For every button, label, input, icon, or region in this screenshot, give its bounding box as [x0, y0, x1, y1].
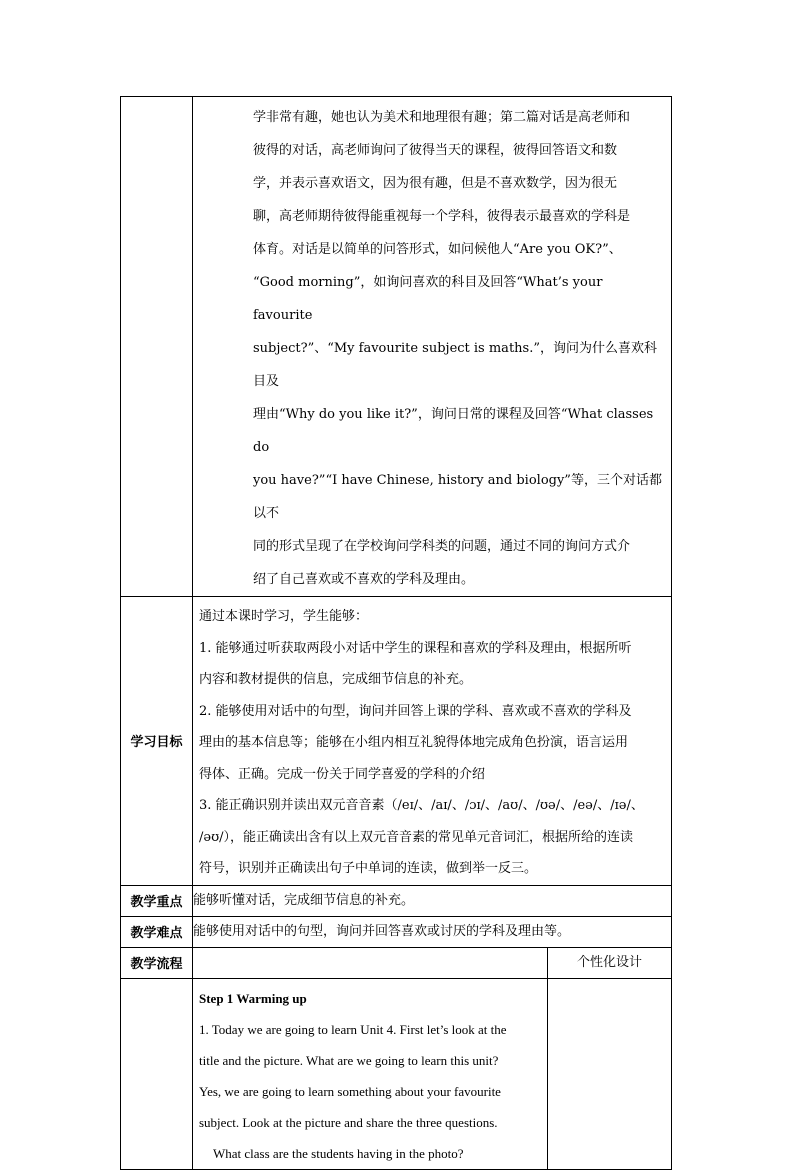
step1-line: title and the picture. What are we going to learn this unit? — [199, 1052, 499, 1068]
objectives-row — [121, 597, 672, 886]
key-point-label: 教学重点 — [121, 885, 193, 916]
difficult-point-text: 能够使用对话中的句型，询问并回答喜欢或讨厌的学科及理由等。 — [193, 916, 672, 947]
objectives-label: 学习目标 — [121, 597, 193, 886]
step1-title: Step 1 Warming up — [199, 990, 307, 1006]
intro-content-cell — [193, 97, 672, 597]
text-line: 理由“Why do you like it?”，询问日常的课程及回答“What classes do — [253, 407, 654, 455]
personalized-design-header: 个性化设计 — [548, 947, 672, 978]
text-line: 学，并表示喜欢语文，因为很有趣，但是不喜欢数学，因为很无 — [253, 176, 618, 191]
text-line: 绍了自己喜欢或不喜欢的学科及理由。 — [253, 572, 475, 587]
process-header-row — [121, 947, 672, 978]
objective-line: 通过本课时学习，学生能够： — [199, 609, 369, 624]
lesson-plan-table — [120, 96, 672, 1170]
text-line: 聊，高老师期待彼得能重视每一个学科，彼得表示最喜欢的学科是 — [253, 209, 631, 224]
text-line: “Good morning”，如询问喜欢的科目及回答“What’s your favourite — [253, 275, 603, 323]
text-line: 学非常有趣，她也认为美术和地理很有趣；第二篇对话是高老师和 — [253, 110, 631, 125]
step1-question: What class are the students having in the photo? — [213, 1145, 464, 1161]
objectives-text — [193, 597, 671, 885]
process-blank-cell — [193, 947, 548, 978]
text-line: 彼得的对话，高老师询问了彼得当天的课程，彼得回答语文和数 — [253, 143, 618, 158]
step1-line: Yes, we are going to learn something about your favourite — [199, 1083, 501, 1099]
step1-line: 1. Today we are going to learn Unit 4. First let’s look at the — [199, 1021, 507, 1037]
objective-line: 内容和教材提供的信息，完成细节信息的补充。 — [199, 672, 473, 687]
step1-content-cell — [193, 978, 548, 1169]
step1-label-cell — [121, 978, 193, 1169]
difficult-point-label: 教学难点 — [121, 916, 193, 947]
step1-text — [193, 979, 547, 1169]
objectives-content-cell — [193, 597, 672, 886]
text-line: subject?”、“My favourite subject is maths.”，询问为什么喜欢科目及 — [253, 341, 657, 389]
text-line: you have?”“I have Chinese, history and biology”等，三个对话都以不 — [253, 473, 662, 521]
key-point-row — [121, 885, 672, 916]
objective-line: 3. 能正确识别并读出双元音音素（/eɪ/、/aɪ/、/ɔɪ/、/aʊ/、/ʊə/、/eə/、/ɪə/、 — [199, 798, 644, 813]
key-point-text: 能够听懂对话，完成细节信息的补充。 — [193, 885, 672, 916]
step1-row — [121, 978, 672, 1169]
intro-label-cell — [121, 97, 193, 597]
intro-text — [193, 97, 671, 596]
objective-line: 理由的基本信息等；能够在小组内相互礼貌得体地完成角色扮演，语言运用 — [199, 735, 629, 750]
objective-line: 得体、正确。完成一份关于同学喜爱的学科的介绍 — [199, 766, 486, 782]
process-label: 教学流程 — [121, 947, 193, 978]
step1-line: subject. Look at the picture and share the three questions. — [199, 1114, 498, 1130]
step1-personal-cell — [548, 978, 672, 1169]
difficult-point-row — [121, 916, 672, 947]
objective-line: 1. 能够通过听获取两段小对话中学生的课程和喜欢的学科及理由，根据所听 — [199, 640, 632, 656]
text-line: 同的形式呈现了在学校询问学科类的问题，通过不同的询问方式介 — [253, 539, 631, 554]
objective-line: 符号，识别并正确读出句子中单词的连读，做到举一反三。 — [199, 861, 538, 876]
objective-line: /əʊ/），能正确读出含有以上双元音音素的常见单元音词汇，根据所给的连读 — [199, 829, 634, 845]
objective-line: 2. 能够使用对话中的句型，询问并回答上课的学科、喜欢或不喜欢的学科及 — [199, 703, 632, 719]
text-line: 体育。对话是以简单的问答形式，如问候他人“Are you OK?”、 — [253, 242, 622, 257]
intro-row — [121, 97, 672, 597]
